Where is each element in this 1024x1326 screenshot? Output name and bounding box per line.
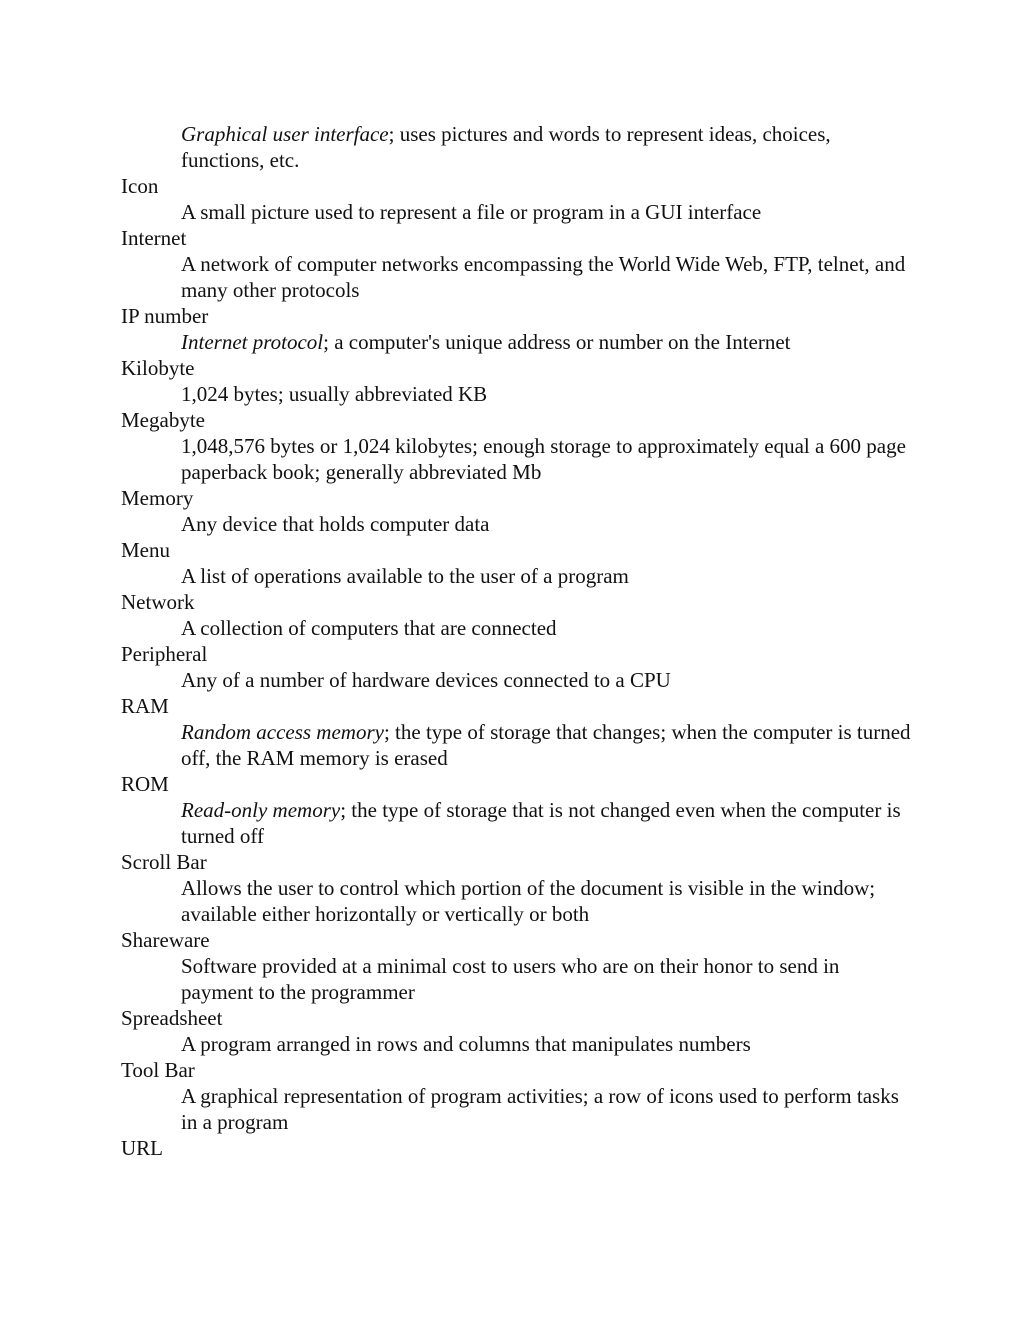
glossary-term: Network xyxy=(121,590,195,614)
glossary-term: Memory xyxy=(121,486,194,510)
definition-emphasis: Internet protocol xyxy=(181,330,324,354)
definition-text: ; the type of storage that changes; when the computer is turned off, the RAM memory is erased xyxy=(181,720,911,770)
glossary-definition xyxy=(121,719,911,771)
glossary-definition xyxy=(121,433,911,485)
definition-emphasis: Random access memory xyxy=(181,720,384,744)
glossary-definition xyxy=(121,1031,911,1057)
definition-text: ; the type of storage that is not changed even when the computer is turned off xyxy=(181,798,901,848)
glossary-definition xyxy=(121,667,911,693)
glossary-term: Megabyte xyxy=(121,408,205,432)
definition-text: ; a computer's unique address or number on the Internet xyxy=(323,330,791,354)
glossary-term: Icon xyxy=(121,174,159,198)
glossary-term: Spreadsheet xyxy=(121,1006,223,1030)
glossary-definition xyxy=(121,251,911,303)
definition-text: A program arranged in rows and columns that manipulates numbers xyxy=(181,1032,751,1056)
definition-text: A graphical representation of program activities; a row of icons used to perform tasks in a program xyxy=(181,1084,899,1134)
glossary-term: ROM xyxy=(121,772,169,796)
glossary-definition xyxy=(121,329,911,355)
glossary-definition xyxy=(121,1083,911,1135)
glossary-term: IP number xyxy=(121,304,209,328)
glossary-term: Menu xyxy=(121,538,170,562)
definition-text: Software provided at a minimal cost to users who are on their honor to send in payment to the programmer xyxy=(181,954,840,1004)
definition-text: Any device that holds computer data xyxy=(181,512,490,536)
glossary-definition xyxy=(121,511,911,537)
glossary-term: Shareware xyxy=(121,928,210,952)
glossary-definition xyxy=(121,563,911,589)
glossary-term: Internet xyxy=(121,226,187,250)
glossary-definition xyxy=(121,121,911,173)
glossary-definition xyxy=(121,381,911,407)
glossary-definition xyxy=(121,875,911,927)
glossary-definition xyxy=(121,199,911,225)
definition-text: Allows the user to control which portion of the document is visible in the window; available either horizontally or vertically or both xyxy=(181,876,876,926)
definition-text: 1,024 bytes; usually abbreviated KB xyxy=(181,382,488,406)
definition-text: A collection of computers that are connected xyxy=(181,616,557,640)
glossary-term: RAM xyxy=(121,694,169,718)
definition-text: Any of a number of hardware devices connected to a CPU xyxy=(181,668,671,692)
glossary-term: Kilobyte xyxy=(121,356,195,380)
glossary-definition xyxy=(121,953,911,1005)
glossary-list xyxy=(121,121,921,1161)
definition-text: 1,048,576 bytes or 1,024 kilobytes; enough storage to approximately equal a 600 page paperback book; generally abbreviated Mb xyxy=(181,434,906,484)
definition-emphasis: Read-only memory xyxy=(181,798,341,822)
glossary-term: Tool Bar xyxy=(121,1058,195,1082)
glossary-definition xyxy=(121,797,911,849)
definition-text: ; uses pictures and words to represent ideas, choices, functions, etc. xyxy=(181,122,831,172)
glossary-definition xyxy=(121,615,911,641)
glossary-term: URL xyxy=(121,1136,163,1160)
definition-text: A network of computer networks encompassing the World Wide Web, FTP, telnet, and many other protocols xyxy=(181,252,906,302)
glossary-term: Scroll Bar xyxy=(121,850,207,874)
definition-text: A small picture used to represent a file or program in a GUI interface xyxy=(181,200,762,224)
definition-text: A list of operations available to the user of a program xyxy=(181,564,629,588)
definition-emphasis: Graphical user interface xyxy=(181,122,389,146)
glossary-term: Peripheral xyxy=(121,642,208,666)
